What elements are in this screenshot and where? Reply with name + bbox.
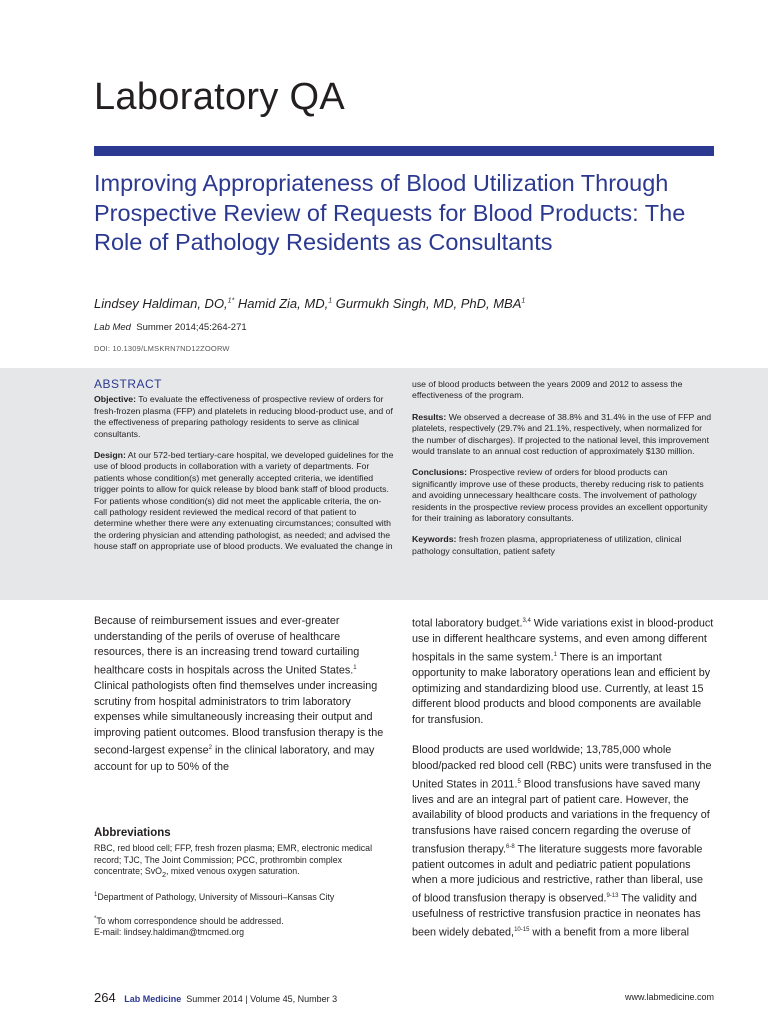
author-3-affil: 1 — [521, 297, 526, 305]
author-1-affil: 1* — [227, 297, 235, 305]
page-footer — [94, 990, 714, 1005]
abstract-heading: ABSTRACT — [94, 377, 163, 391]
body-paragraph: total laboratory budget.$^{3,4}$ Wide variations exist in blood-product use in different healthcare systems, and even among different hospitals in the same system.$^1$ There is an important opportunity to make laboratory operations lean and efficient by optimizing and standardizing blood use. Currently, at least 15 different blood products and blood components are available for transfusion. — [412, 617, 714, 726]
body-paragraph: Because of reimbursement issues and ever-greater understanding of the perils of overuse of healthcare resources, there is an increasing trend toward curtailing healthcare costs in hospitals across the United States.$^1$ Clinical pathologists often find themselves under increasing scrutiny from hospital administrators to trim laboratory expenses while simultaneously increasing their output and improving patient outcomes. Blood transfusion therapy is the second-largest expense$^2$ in the clinical laboratory, and may account for up to 50% of the — [94, 615, 384, 773]
abstract-left-column — [94, 379, 394, 563]
header-rule-bar — [94, 146, 714, 156]
author-list — [94, 296, 714, 311]
body-right-column — [412, 614, 714, 956]
affiliation: $^1$Department of Pathology, University of Missouri–Kansas City — [94, 892, 335, 903]
abstract-keywords: Keywords: fresh frozen plasma, appropriateness of utilization, clinical pathology consultation, patient safety — [412, 534, 682, 556]
issue-info: Summer 2014 | Volume 45, Number 3 — [186, 994, 338, 1004]
article-title: Improving Appropriateness of Blood Utilization Through Prospective Review of Requests for Blood Products: The Role of Pathology Residents as Consultants — [94, 170, 686, 255]
citation-details: Summer 2014;45:264-271 — [136, 322, 247, 333]
abbreviations-heading: Abbreviations — [94, 827, 171, 839]
citation — [94, 322, 247, 333]
author-2: Hamid Zia, MD, — [234, 296, 329, 311]
abbreviations-text: RBC, red blood cell; FFP, fresh frozen plasma; EMR, electronic medical record; TJC, The Joint Commission; PCC, prothrombin complex concentrate; SvO$_2$, mixed venous oxygen saturation. — [94, 843, 373, 879]
abstract-right-column — [412, 379, 714, 567]
author-3: Gurmukh Singh, MD, PhD, MBA — [332, 296, 522, 311]
abstract-conclusions: Conclusions: Prospective review of orders for blood products can significantly improve use of these products, thereby reducing risk to patients and avoiding unnecessary healthcare costs. The involvement of pathology residents in the prospective review process provides an excellent opportunity for their training as laboratory consultants. — [412, 467, 708, 524]
abstract-results: Results: We observed a decrease of 38.8% and 31.4% in the use of FFP and platelets, respectively (29.7% and 21.1%, respectively, when normalized for the number of discharges). If projected to the national level, this improvement would translate to an annual cost reduction of approximately $130 million. — [412, 411, 712, 457]
citation-journal: Lab Med — [94, 322, 131, 333]
author-2-affil: 1 — [328, 297, 333, 305]
website-link[interactable]: www.labmedicine.com — [624, 992, 714, 1002]
correspondence: *To whom correspondence should be addressed. E-mail: lindsey.haldiman@tmcmed.org — [94, 915, 284, 938]
abstract-design-continued: use of blood products between the years 2009 and 2012 to assess the effectiveness of the program. — [412, 379, 683, 401]
doi: DOI: 10.1309/LMSKRN7ND12ZOORW — [94, 344, 230, 353]
body-paragraph: Blood products are used worldwide; 13,785,000 whole blood/packed red blood cell (RBC) units were transfused in the United States in 2011.$^5$ Blood transfusions have saved many lives and are an integral part of patient care. However, the availability of blood products and variations in the frequency of transfusions have raised concern regarding the overuse of transfusion therapy.$^{6-8}$ The literature suggests more favorable patient outcomes in adult and pediatric patient populations when a more judicious and restrictive, rather than liberal, use of blood transfusion therapy is observed.$^{9-13}$ The validity and usefulness of restrictive transfusion practice in neonates has been widely debated,$^{10-15}$ with a benefit from a more liberal — [412, 744, 712, 939]
abstract-objective: Objective: To evaluate the effectiveness of prospective review of orders for fresh-frozen plasma (FFP) and platelets in reducing blood-product use, and of the effectiveness of preparing pathology residents to serve as clinical consultants. — [94, 394, 393, 439]
body-left-column — [94, 614, 386, 790]
abstract-design: Design: At our 572-bed tertiary-care hospital, we developed guidelines for the use of blood products in collaboration with a variety of departments. For patients whose condition(s) met generally accepted criteria, we identified trigger points to allow for quick release by blood bank staff of blood products. For patients whose condition(s) did not meet the applicable criteria, the on-call pathology resident reviewed the medical record of that patient to determine whether there were any extenuating circumstances; consulted with the ordering physician and attending pathologist, as needed; and advised the house staff on appropriate use of blood products. We evaluated the change in — [94, 450, 394, 552]
page-number: 264 — [94, 990, 116, 1005]
author-1: Lindsey Haldiman, DO, — [94, 296, 228, 311]
section-title: Laboratory QA — [94, 76, 346, 118]
abbreviations-block — [94, 828, 386, 948]
journal-name: Lab Medicine — [124, 994, 182, 1004]
correspondence-email: E-mail: lindsey.haldiman@tmcmed.org — [94, 927, 245, 938]
